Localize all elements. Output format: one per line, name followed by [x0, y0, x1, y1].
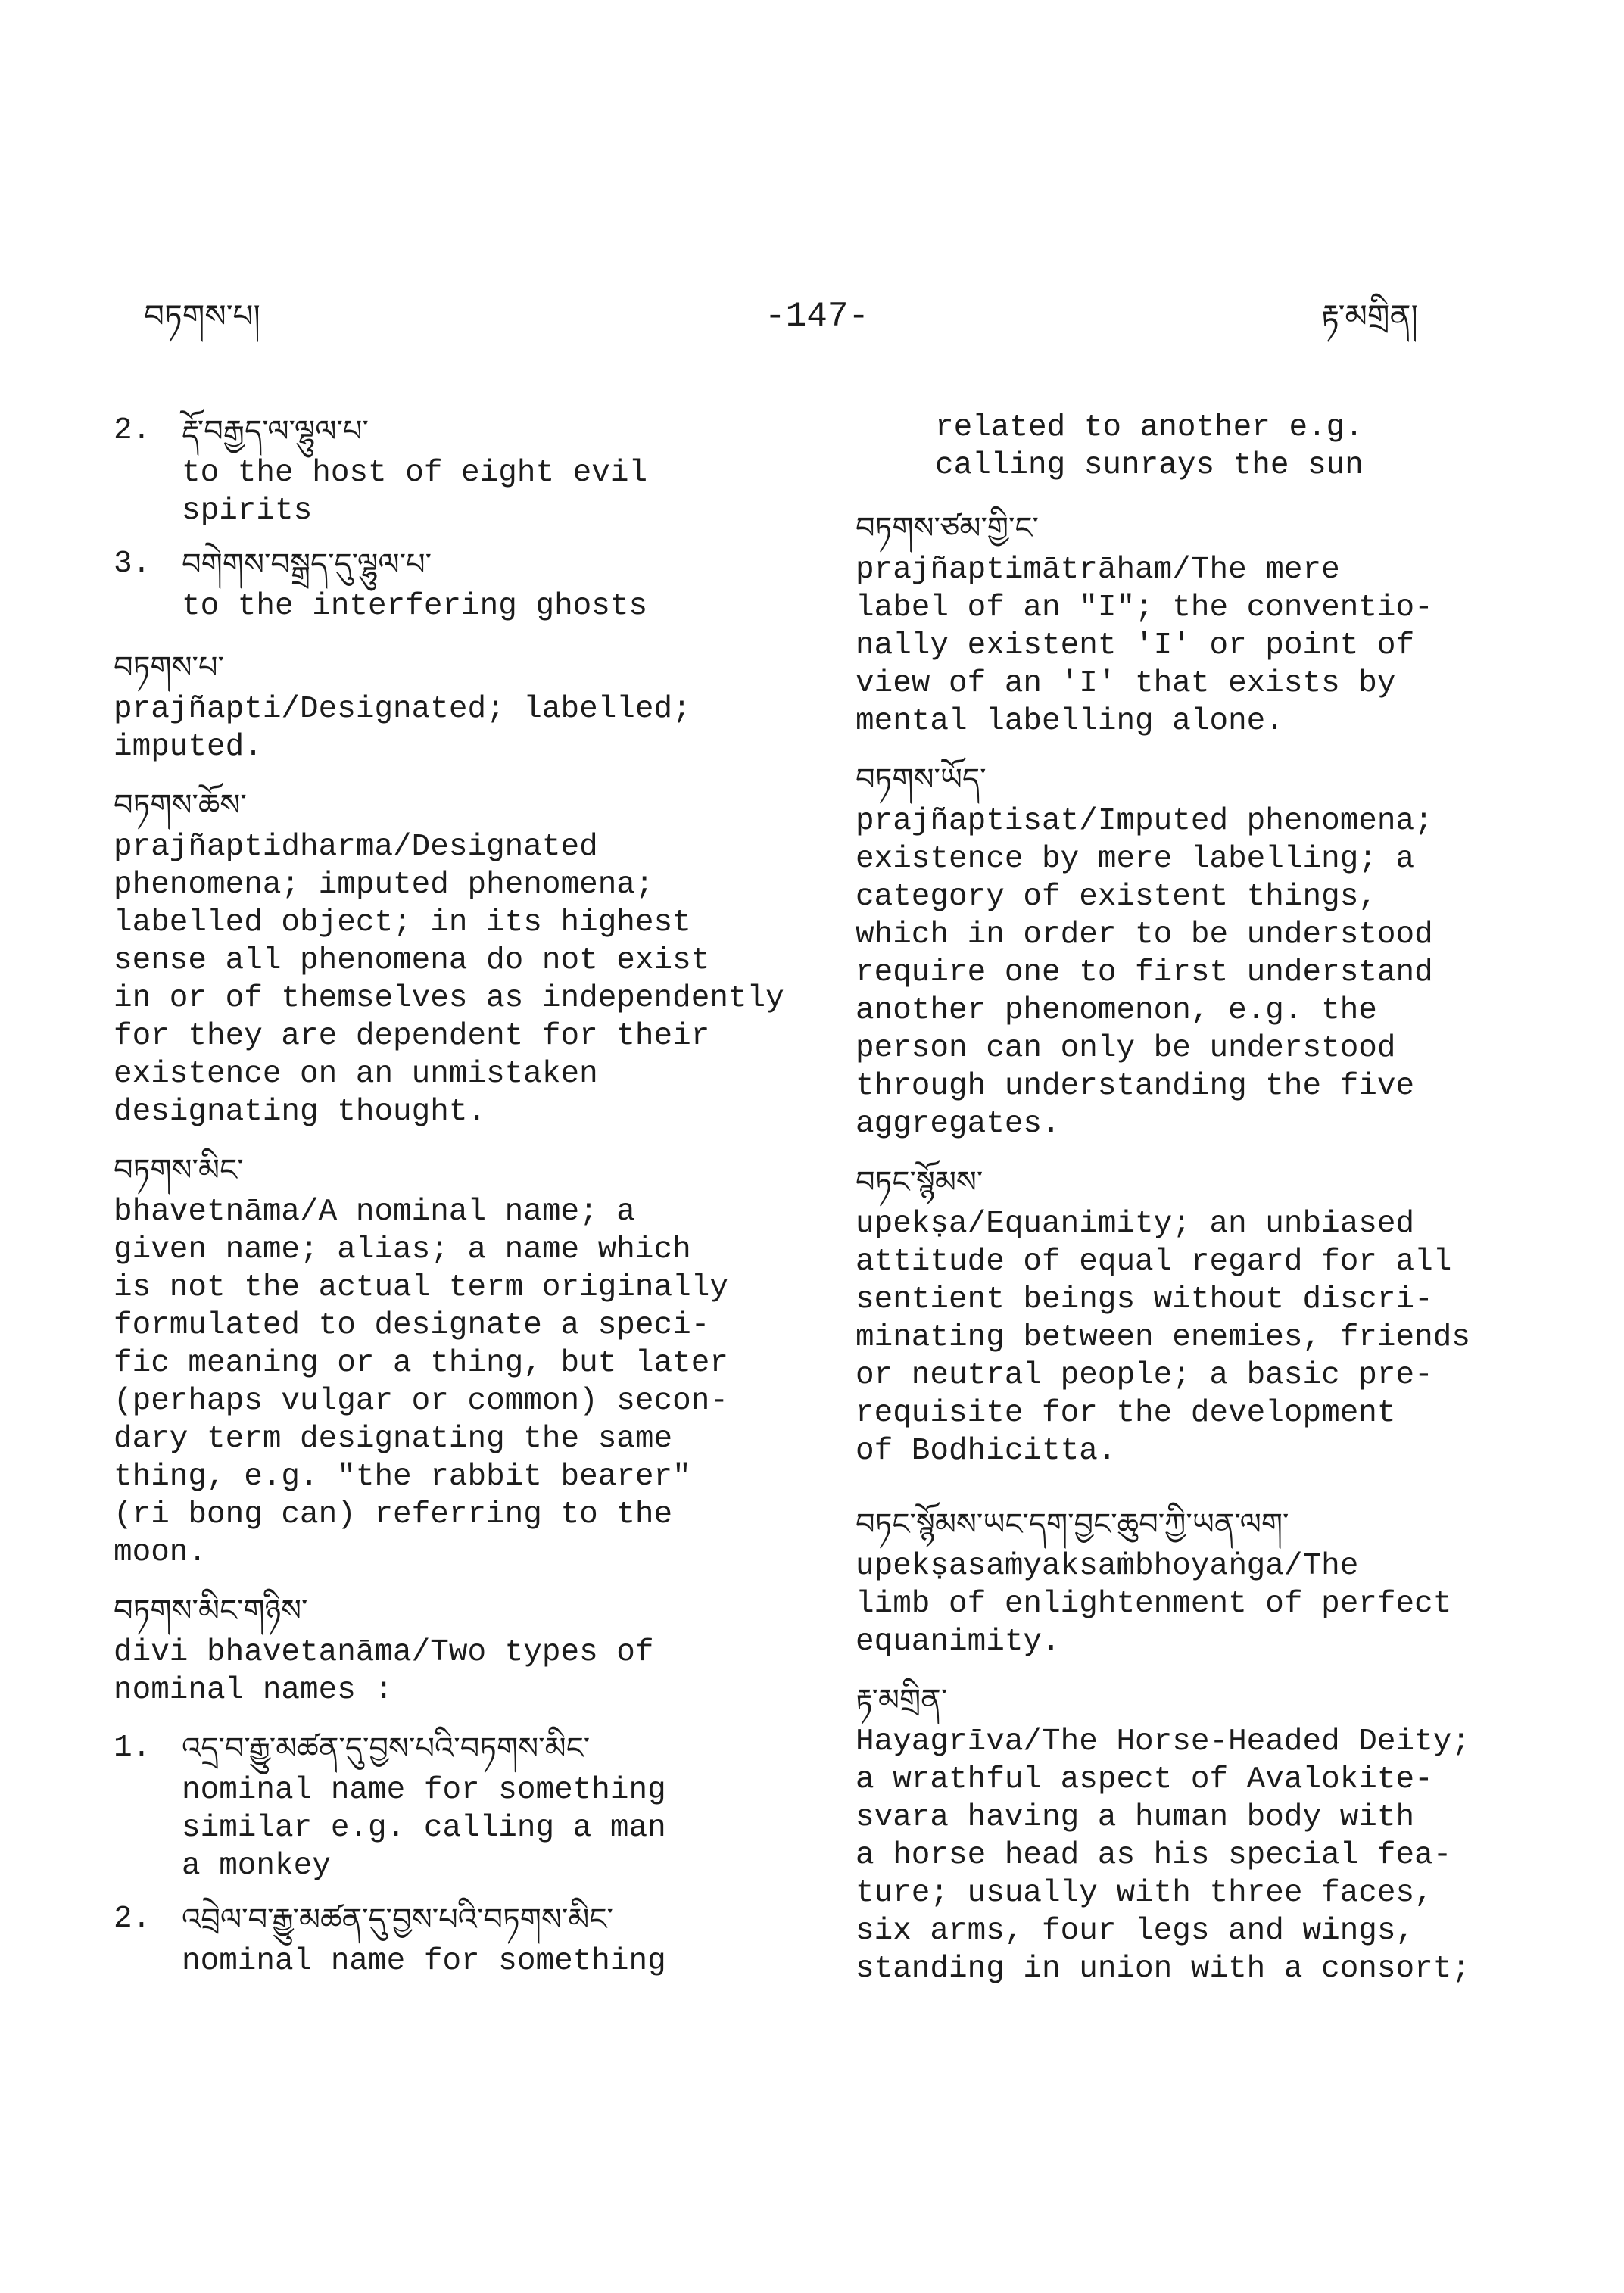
- tibetan-headword: བཏགས་ཙམ་གྱི་ང་: [856, 511, 1039, 546]
- tibetan-headword: བཏགས་པ་: [114, 650, 224, 685]
- definition: nominal name for something similar e.g. calling a man a monkey: [182, 1773, 666, 1883]
- list-number: 2.: [114, 1902, 151, 1936]
- list-number: 3.: [114, 547, 151, 581]
- definition: Hayagrīva/The Horse-Headed Deity; a wrathful aspect of Avalokite- svara having a human body with a horse head as his special fea- ture; usually with three faces, six arms, four legs and wings, standing in union with a consort;: [856, 1724, 1470, 1986]
- tibetan-headword: བཏགས་མིང་: [114, 1153, 244, 1188]
- definition: to the host of eight evil spirits: [182, 456, 648, 528]
- dictionary-entry: [114, 645, 840, 766]
- definition: divi bhavetanāma/Two types of nominal names :: [114, 1635, 654, 1708]
- list-item: [114, 409, 840, 530]
- dictionary-entry: [114, 1588, 840, 1709]
- tibetan-term: རྡོ་བརྒྱད་ལ་ལྷུལ་པ་: [182, 414, 369, 449]
- dictionary-entry: [114, 1148, 840, 1572]
- right-column: [856, 409, 1514, 2005]
- list-item: [114, 542, 840, 625]
- list-number: 2.: [114, 413, 151, 448]
- tibetan-term: འདྲ་བ་རྒྱུ་མཚན་དུ་བྱས་པའི་བཏགས་མིང་: [182, 1731, 591, 1766]
- definition: prajñaptimātrāham/The mere label of an "I"; the conventio- nally existent 'I' or point of view of an 'I' that exists by mental labelling alone.: [856, 553, 1433, 739]
- continued-definition: related to another e.g. calling sunrays the sun: [935, 410, 1364, 483]
- dictionary-entry: [114, 783, 840, 1131]
- tibetan-headword: བཏགས་ཆོས་: [114, 788, 247, 823]
- left-column: [114, 409, 840, 1992]
- definition: prajñapti/Designated; labelled; imputed.: [114, 692, 691, 765]
- tibetan-term: བགེགས་བསྒྲད་དུ་ལྷུལ་པ་: [182, 547, 432, 582]
- list-item: [114, 1897, 840, 1980]
- tibetan-headword: བཏགས་མིང་གཉིས་: [114, 1594, 308, 1628]
- definition: prajñaptidharma/Designated phenomena; imputed phenomena; labelled object; in its highest sense all phenomena do not exist in or of themselves as independently for they are dependent for their existence on an unmistaken designating thought.: [114, 830, 784, 1129]
- running-head-right: རྟ་མགྲིན།: [1321, 298, 1418, 335]
- definition: nominal name for something: [182, 1944, 666, 1979]
- tibetan-term: འབྲེལ་བ་རྒྱུ་མཚན་དུ་བྱས་པའི་བཏགས་མིང་: [182, 1902, 613, 1937]
- definition: prajñaptisat/Imputed phenomena; existence by mere labelling; a category of existent things, which in order to be understood require one to first understand another phenomenon, e.g. the person can only be understood through understanding the five aggregates.: [856, 804, 1433, 1142]
- definition: upekṣa/Equanimity; an unbiased attitude of equal regard for all sentient beings without discri- minating between enemies, friends or neutral people; a basic pre- requisite for the development of Bodhicitta.: [856, 1207, 1470, 1469]
- page-number: -147-: [765, 297, 870, 336]
- tibetan-headword: རྟ་མགྲིན་: [856, 1683, 948, 1718]
- tibetan-headword: བཏང་སྙོམས་ཡང་དག་བྱང་ཆུབ་ཀྱི་ཡན་ལག་: [856, 1507, 1289, 1542]
- running-head-left: བཏགས་པ།: [144, 298, 260, 335]
- definition: to the interfering ghosts: [182, 589, 648, 624]
- list-item: [114, 1726, 840, 1885]
- definition: upekṣasaṁyaksaṁbhoyaṅga/The limb of enlightenment of perfect equanimity.: [856, 1549, 1452, 1659]
- dictionary-entry: [856, 757, 1514, 1143]
- definition: bhavetnāma/A nominal name; a given name; alias; a name which is not the actual term originally formulated to designate a speci- fic meaning or a thing, but later (perhaps vulgar or common) secon- dary term designating the same thing, e.g. "the rabbit bearer" (ri bong can) referring to the moon.: [114, 1195, 728, 1570]
- dictionary-entry: [856, 1502, 1514, 1661]
- dictionary-entry: [856, 506, 1514, 740]
- dictionary-entry: [856, 1678, 1514, 1988]
- tibetan-headword: བཏང་སྙོམས་: [856, 1165, 983, 1200]
- list-number: 1.: [114, 1731, 151, 1765]
- dictionary-entry: [856, 1160, 1514, 1470]
- tibetan-headword: བཏགས་ཡོད་: [856, 762, 987, 797]
